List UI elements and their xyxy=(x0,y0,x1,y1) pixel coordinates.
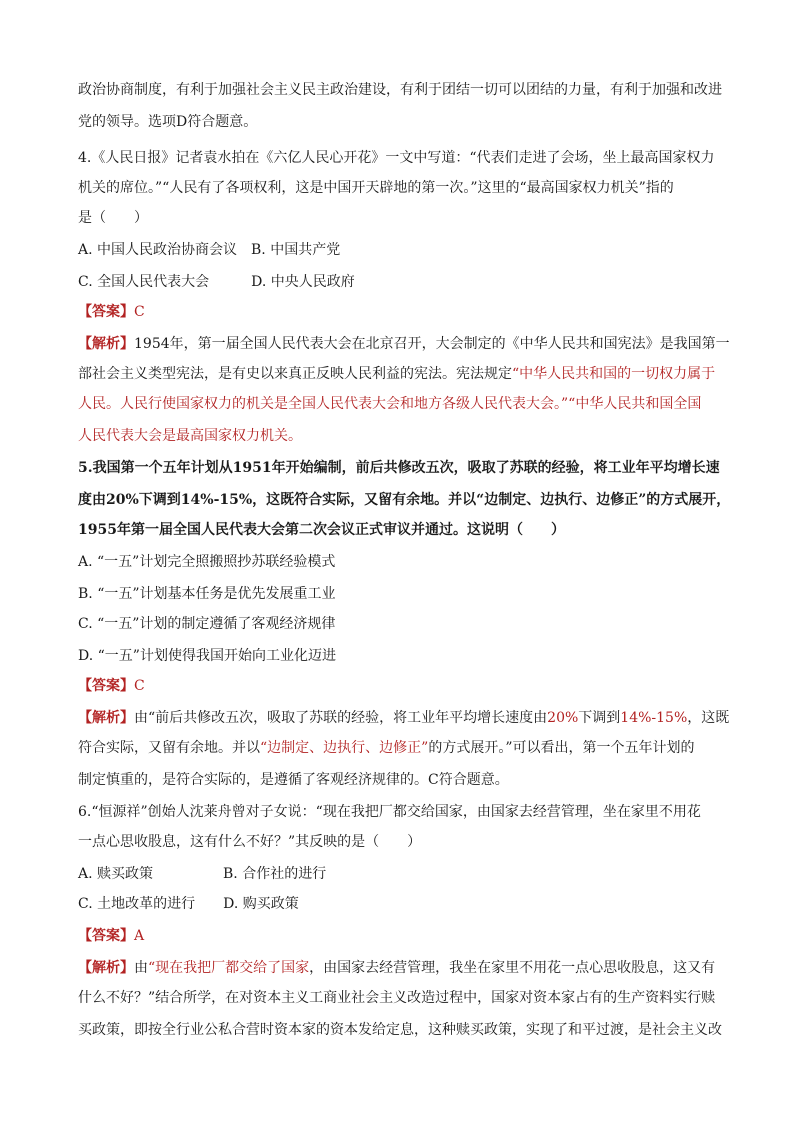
text-run: 由“前后共修改五次，吸取了苏联的经验，将工业年平均增长速度由 xyxy=(134,710,548,726)
text-run: 下调到 xyxy=(578,710,621,726)
text-run: 制定慎重的，是符合实际的，是遵循了客观经济规律的。C符合题意。 xyxy=(78,772,509,788)
text-line xyxy=(78,302,718,322)
text-line xyxy=(78,988,718,1008)
text-run: 5.我国第一个五年计划从1951年开始编制，前后共修改五次，吸取了苏联的经验，将工业年平均增长速 xyxy=(78,460,720,476)
text-run: C. 全国人民代表大会 D. 中央人民政府 xyxy=(78,274,355,290)
text-line xyxy=(78,584,718,604)
section-tag: 【解析】 xyxy=(78,960,134,976)
text-run: ，这既 xyxy=(687,710,730,726)
text-line xyxy=(78,490,731,510)
text-line xyxy=(78,272,718,292)
text-line xyxy=(78,364,718,384)
text-line xyxy=(78,112,718,132)
text-run: A xyxy=(134,928,145,944)
text-line xyxy=(78,676,718,696)
section-tag: 【答案】 xyxy=(78,928,134,944)
text-run: 人民。人民行使国家权力的机关是全国人民代表大会和地方各级人民代表大会。” xyxy=(78,396,569,412)
text-run: B. “一五”计划基本任务是优先发展重工业 xyxy=(78,586,336,602)
text-run: 由 xyxy=(134,960,148,976)
text-line xyxy=(78,802,718,822)
text-run: 20% xyxy=(547,710,579,726)
text-run: A. “一五”计划完全照搬照抄苏联经验模式 xyxy=(78,554,336,570)
text-run: C. “一五”计划的制定遵循了客观经济规律 xyxy=(78,616,336,632)
text-line xyxy=(78,738,718,758)
text-line xyxy=(78,178,718,198)
text-run: “现在我把厂都交给了国家 xyxy=(148,960,310,976)
text-line xyxy=(78,646,718,666)
text-run: C. 土地改革的进行 D. 购买政策 xyxy=(78,896,299,912)
text-line xyxy=(78,832,718,852)
text-run: 买政策，即按全行业公私合营时资本家的资本发给定息，这种赎买政策，实现了和平过渡，是社会主义改 xyxy=(78,1022,722,1038)
text-line xyxy=(78,520,718,540)
text-line xyxy=(78,1020,722,1040)
text-line xyxy=(78,148,718,168)
text-line xyxy=(78,426,718,446)
text-run: 1955年第一届全国人民代表大会第二次会议正式审议并通过。这说明（ ） xyxy=(78,522,565,538)
text-run: “中华人民共和国的一切权力属于 xyxy=(512,366,716,382)
text-line xyxy=(78,80,722,100)
text-run: D. “一五”计划使得我国开始向工业化迈进 xyxy=(78,648,336,664)
text-line xyxy=(78,394,718,414)
text-line xyxy=(78,208,718,228)
text-run: 机关的席位。”“人民有了各项权利，这是中国开天辟地的第一次。”这里的“最高国家权力机关”指的 xyxy=(78,180,674,196)
text-run: 是（ ） xyxy=(78,210,148,226)
text-line xyxy=(78,770,718,790)
text-line xyxy=(78,864,718,884)
text-line xyxy=(78,334,730,354)
section-tag: 【解析】 xyxy=(78,710,134,726)
text-run: C xyxy=(134,678,145,694)
section-tag: 【答案】 xyxy=(78,678,134,694)
text-line xyxy=(78,958,718,978)
text-run: 符合实际，又留有余地。并以 xyxy=(78,740,260,756)
text-run: C xyxy=(134,304,145,320)
text-line xyxy=(78,894,718,914)
text-line xyxy=(78,614,718,634)
text-line xyxy=(78,926,718,946)
text-line xyxy=(78,240,718,260)
text-run: 度由20%下调到14%-15%，这既符合实际，又留有余地。并以“边制定、边执行、边修正”的方式展开， xyxy=(78,492,731,508)
text-run: “中华人民共和国全国 xyxy=(568,396,702,412)
text-run: 人民代表大会是最高国家权力机关。 xyxy=(78,428,302,444)
text-run: 的方式展开。”可以看出，第一个五年计划的 xyxy=(428,740,695,756)
text-run: 1954年，第一届全国人民代表大会在北京召开，大会制定的《中华人民共和国宪法》是我国第一 xyxy=(134,336,730,352)
text-run: “边制定、边执行、边修正” xyxy=(260,740,429,756)
text-run: 4.《人民日报》记者袁水拍在《六亿人民心开花》一文中写道：“代表们走进了会场，坐上最高国家权力 xyxy=(78,150,715,166)
text-line xyxy=(78,552,718,572)
section-tag: 【解析】 xyxy=(78,336,134,352)
text-run: ，由国家去经营管理，我坐在家里不用花一点心思收股息，这又有 xyxy=(309,960,716,976)
text-line xyxy=(78,458,718,478)
text-run: A. 赎买政策 B. 合作社的进行 xyxy=(78,866,327,882)
text-run: A. 中国人民政治协商会议 B. 中国共产党 xyxy=(78,242,341,258)
text-run: 政治协商制度，有利于加强社会主义民主政治建设，有利于团结一切可以团结的力量，有利于加强和改进 xyxy=(78,82,722,98)
text-run: 部社会主义类型宪法，是有史以来真正反映人民利益的宪法。宪法规定 xyxy=(78,366,512,382)
text-run: 6.“恒源祥”创始人沈莱舟曾对子女说：“现在我把厂都交给国家，由国家去经营管理，坐在家里不用花 xyxy=(78,804,701,820)
text-line xyxy=(78,708,730,728)
text-run: 党的领导。选项D符合题意。 xyxy=(78,114,258,130)
text-run: 什么不好？”结合所学，在对资本主义工商业社会主义改造过程中，国家对资本家占有的生产资料实行赎 xyxy=(78,990,716,1006)
text-run: 一点心思收股息，这有什么不好？”其反映的是（ ） xyxy=(78,834,422,850)
text-run: 14%-15% xyxy=(620,710,688,726)
section-tag: 【答案】 xyxy=(78,304,134,320)
